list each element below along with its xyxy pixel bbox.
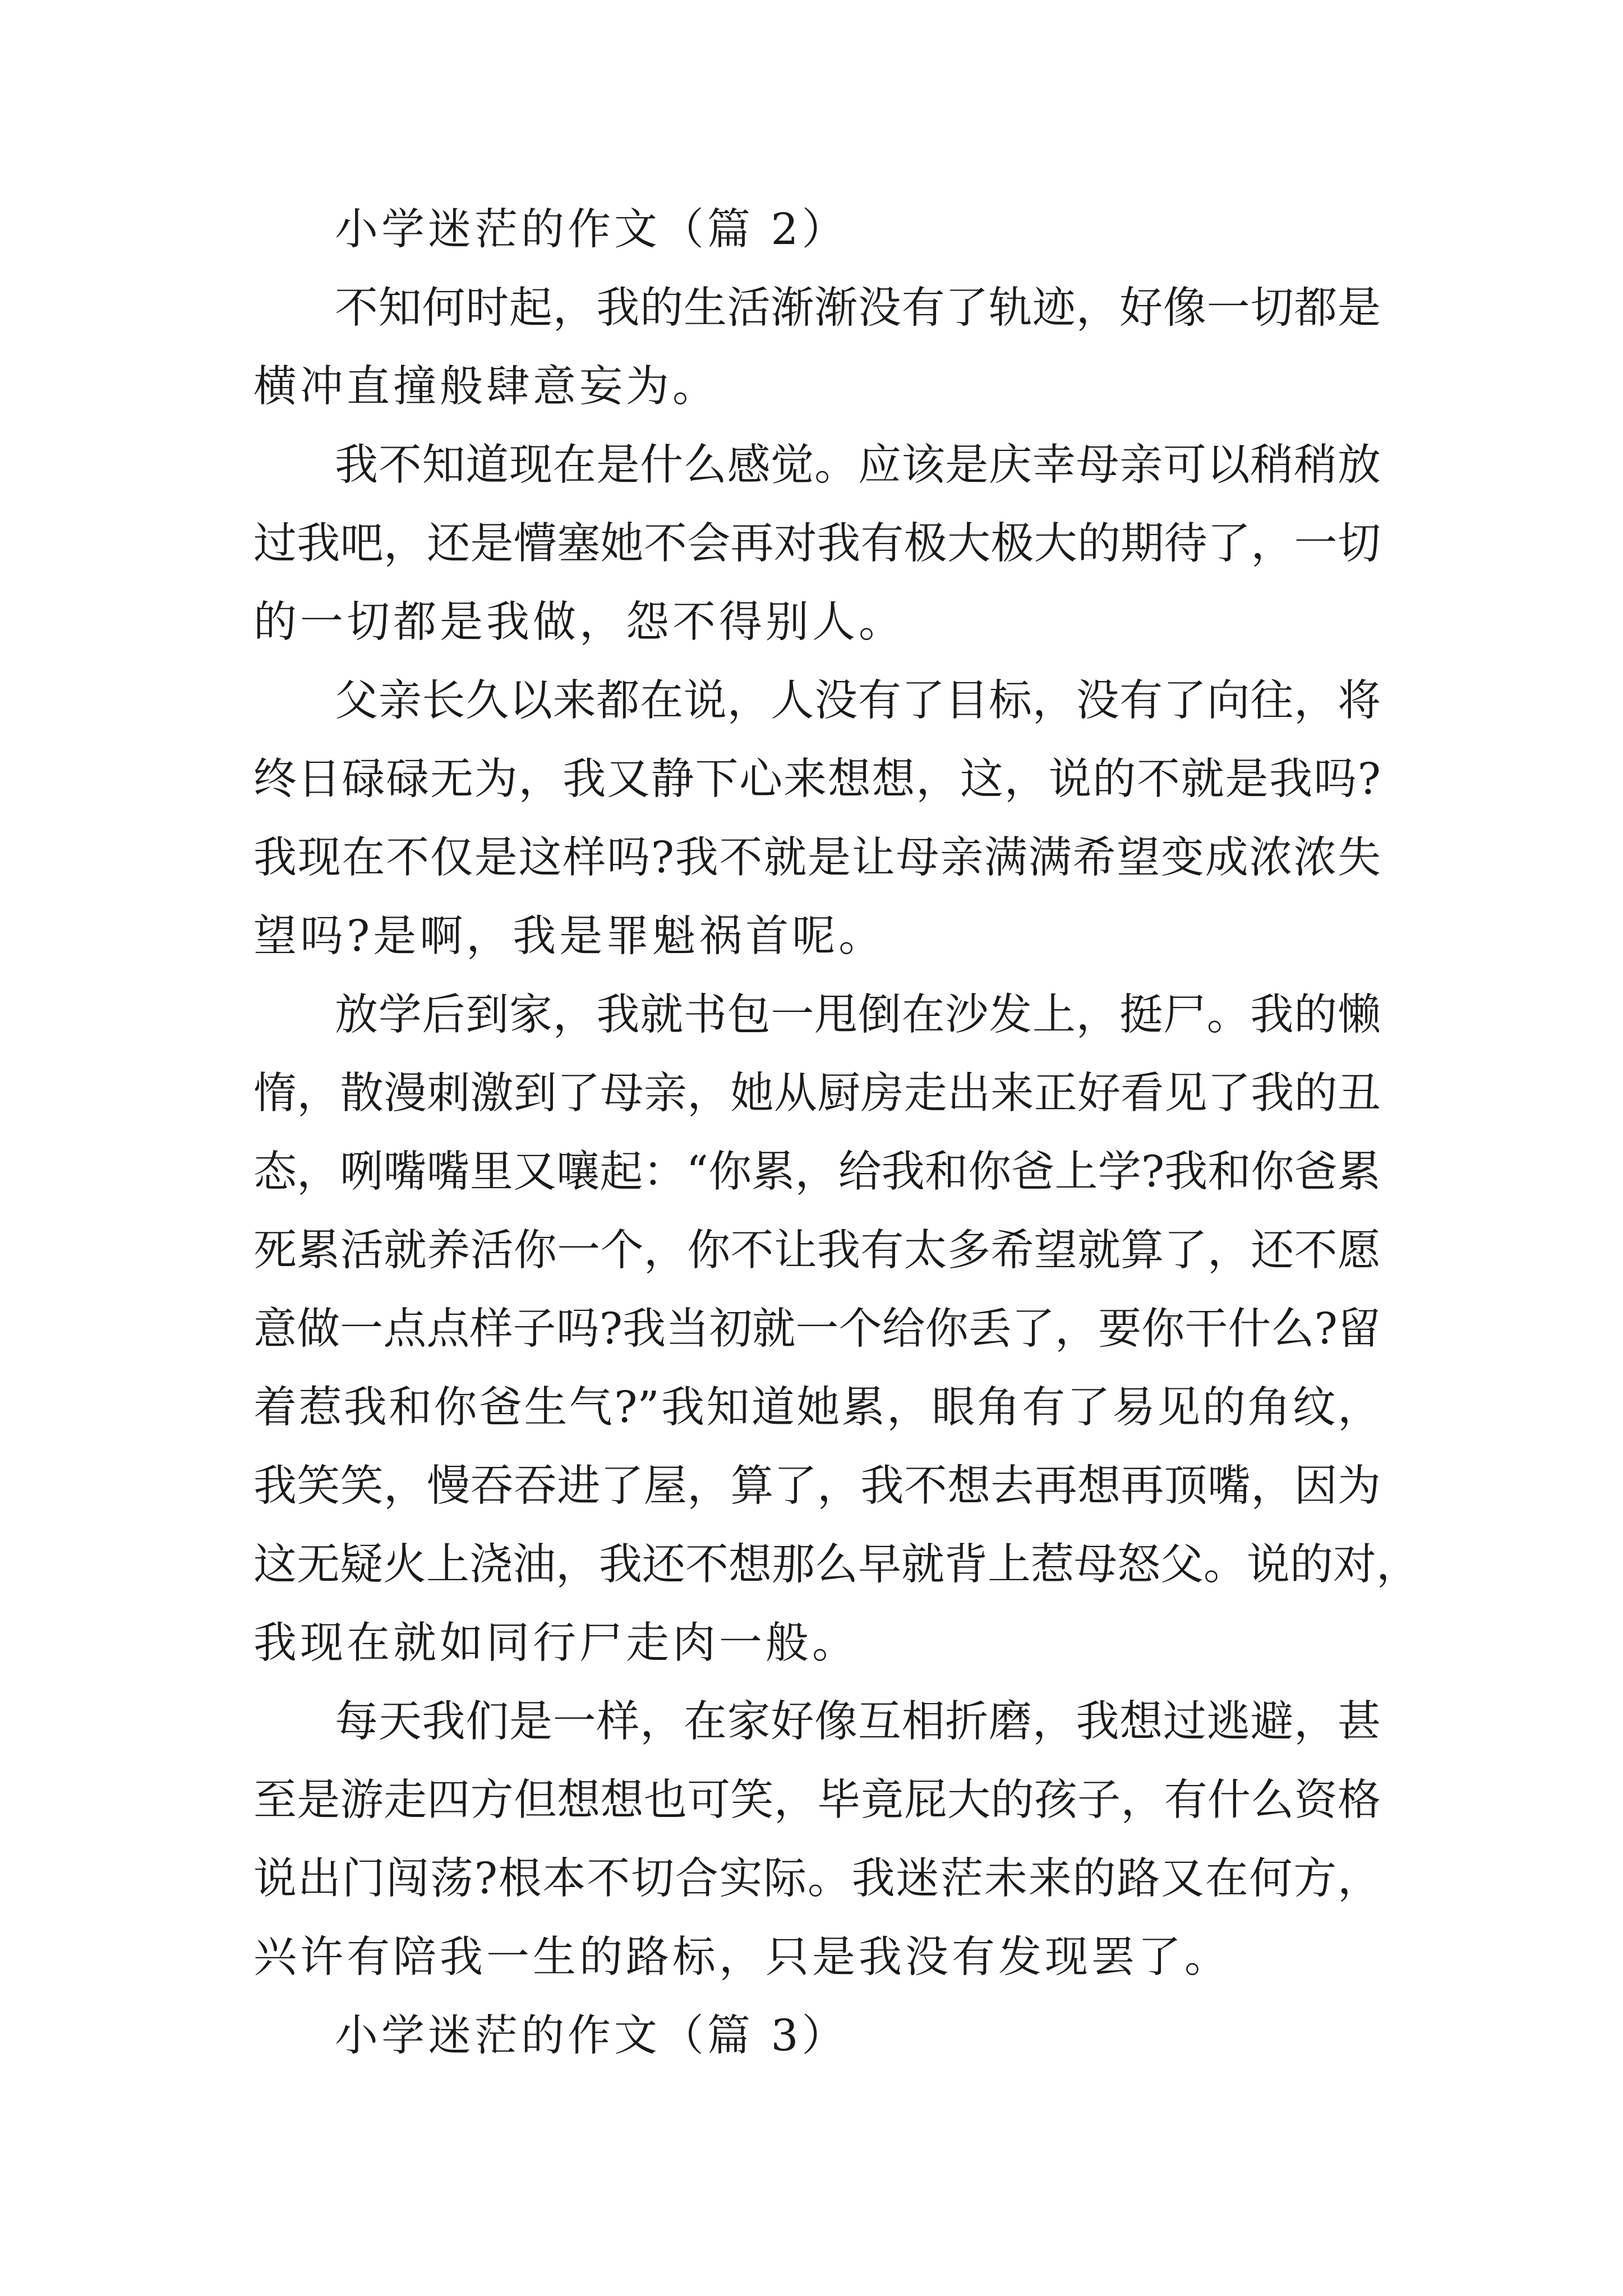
paragraph-1-line-2: 横冲直撞般肆意妄为。 — [253, 362, 719, 412]
paragraph-4-line-7: 我笑笑，慢吞吞进了屋，算了，我不想去再想再顶嘴，因为 — [253, 1461, 1381, 1511]
paragraph-2-line-3: 的一切都是我做，怨不得别人。 — [253, 597, 905, 647]
paragraph-4-line-2: 惰，散漫刺激到了母亲，她从厨房走出来正好看见了我的丑 — [253, 1069, 1381, 1119]
paragraph-3-line-1: 父亲长久以来都在说，人没有了目标，没有了向往，将 — [335, 676, 1381, 726]
paragraph-4-line-9: 我现在就如同行尸走肉一般。 — [253, 1618, 859, 1668]
paragraph-2-line-2: 过我吧，还是懵塞她不会再对我有极大极大的期待了，一切 — [253, 519, 1381, 569]
paragraph-2-line-1: 我不知道现在是什么感觉。应该是庆幸母亲可以稍稍放 — [335, 440, 1381, 490]
paragraph-5-line-1: 每天我们是一样，在家好像互相折磨，我想过逃避，甚 — [335, 1697, 1381, 1747]
paragraph-4-line-8: 这无疑火上浇油，我还不想那么早就背上惹母怒父。说的对， — [253, 1540, 1419, 1590]
paragraph-3-line-3: 我现在不仅是这样吗?我不就是让母亲满满希望变成浓浓失 — [253, 833, 1381, 883]
paragraph-3-line-4: 望吗?是啊，我是罪魁祸首呢。 — [253, 912, 886, 961]
paragraph-3-line-2: 终日碌碌无为，我又静下心来想想，这，说的不就是我吗? — [253, 754, 1381, 804]
paragraph-4-line-1: 放学后到家，我就书包一甩倒在沙发上，挺尸。我的懒 — [335, 990, 1381, 1040]
paragraph-4-line-6: 着惹我和你爸生气?”我知道她累，眼角有了易见的角纹， — [253, 1383, 1381, 1433]
section-heading-3: 小学迷茫的作文（篇 3） — [335, 2011, 849, 2061]
paragraph-4-line-5: 意做一点点样子吗?我当初就一个给你丢了，要你干什么?留 — [253, 1304, 1381, 1354]
paragraph-1-line-1: 不知何时起，我的生活渐渐没有了轨迹，好像一切都是 — [335, 283, 1381, 333]
paragraph-5-line-2: 至是游走四方但想想也可笑，毕竟屁大的孩子，有什么资格 — [253, 1775, 1381, 1825]
paragraph-4-line-4: 死累活就养活你一个，你不让我有太多希望就算了，还不愿 — [253, 1226, 1381, 1276]
paragraph-4-line-3: 态，咧嘴嘴里又嚷起：“你累，给我和你爸上学?我和你爸累 — [253, 1147, 1381, 1197]
paragraph-5-line-3: 说出门闯荡?根本不切合实际。我迷茫未来的路又在何方， — [253, 1854, 1381, 1904]
section-heading-2: 小学迷茫的作文（篇 2） — [335, 205, 849, 255]
paragraph-5-line-4: 兴许有陪我一生的路标，只是我没有发现罢了。 — [253, 1932, 1231, 1982]
